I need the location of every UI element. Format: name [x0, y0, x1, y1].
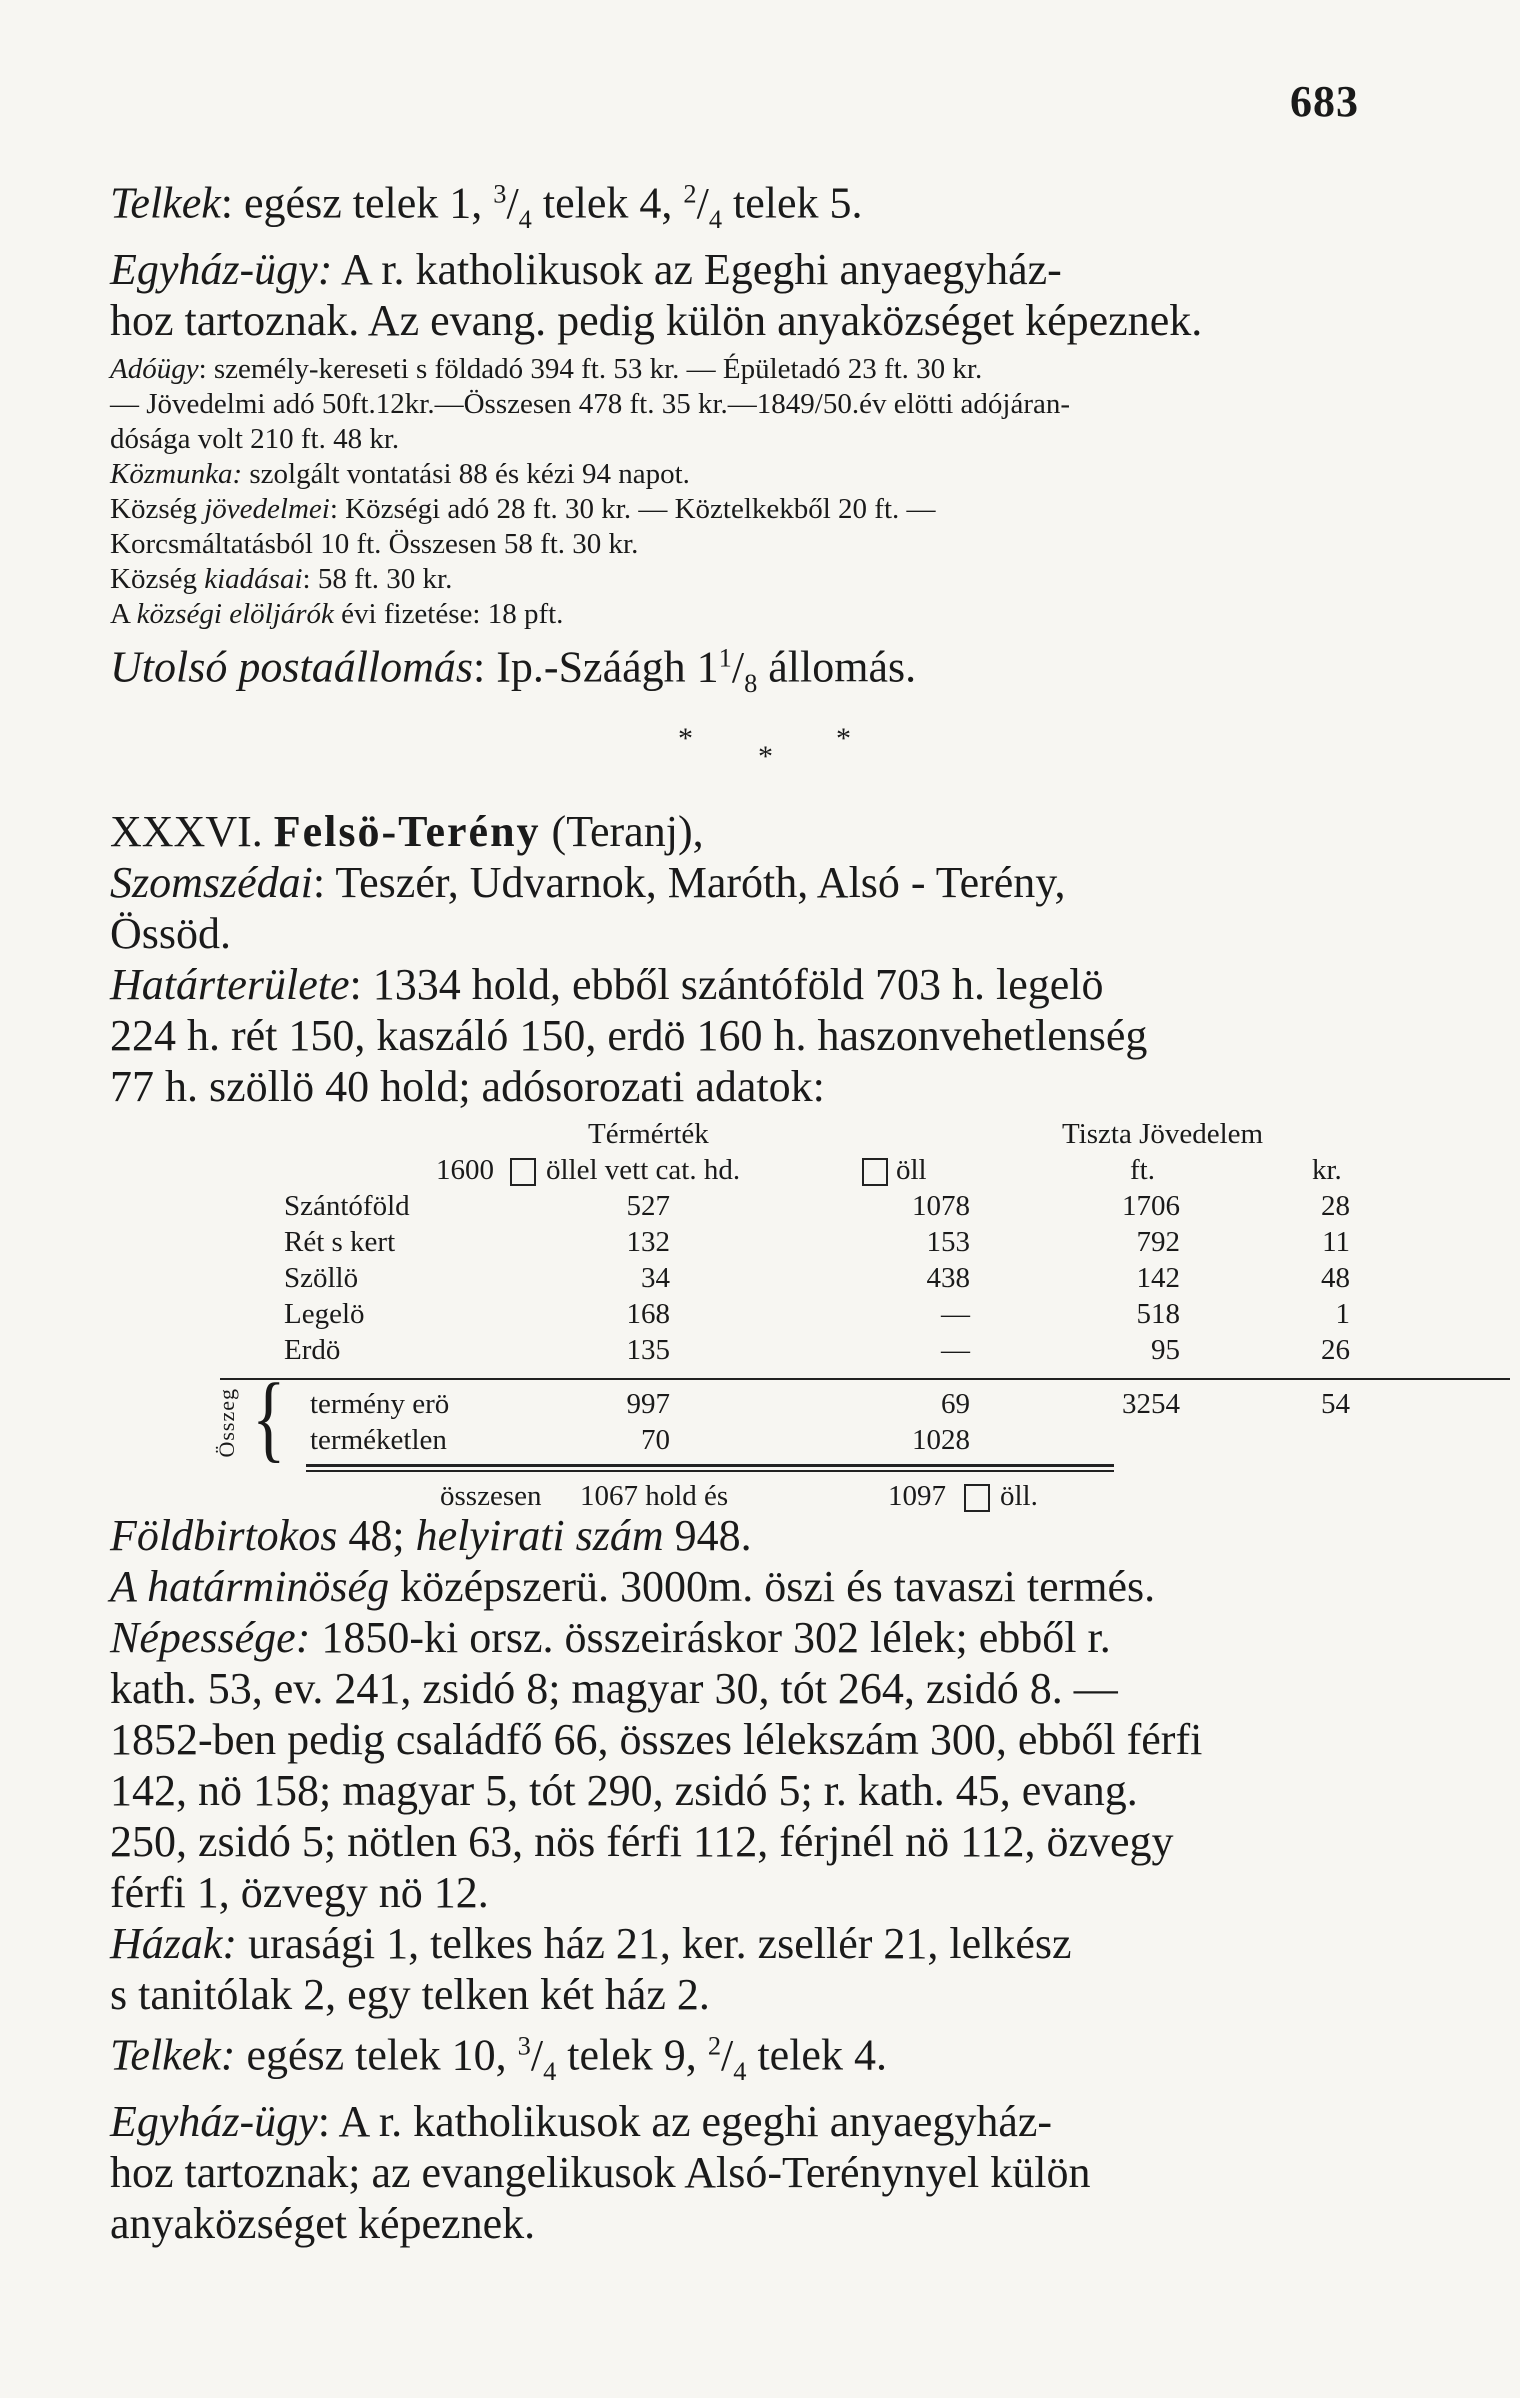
frac-den: 4 — [518, 203, 532, 234]
row-name: Legelö — [284, 1298, 365, 1330]
row-hd: 168 — [626, 1298, 670, 1330]
label-szomszedai: Szomszédai — [110, 858, 313, 907]
nepesseg-text: 1850-ki orsz. összeiráskor 302 lélek; ebből r. — [310, 1613, 1111, 1662]
kozmunka-line — [110, 457, 1400, 492]
row-hd: 527 — [626, 1190, 670, 1222]
foldbirtokos-text: 48; — [337, 1511, 416, 1560]
fraction: $^3/_4$ — [493, 178, 532, 234]
foldbirtokos-line — [110, 1510, 1400, 1561]
label-kiadasai: kiadásai — [204, 563, 303, 596]
telkek-end: telek 4. — [746, 2030, 887, 2080]
text-line: hoz tartoznak; az evangelikusok Alsó-Terénynyel külön — [110, 2148, 1091, 2198]
square-symbol — [858, 1154, 892, 1187]
header-ft: ft. — [1130, 1154, 1155, 1186]
row-oll: 438 — [926, 1262, 970, 1294]
hatarterulet-line — [110, 959, 1400, 1010]
sum-kr: 54 — [1321, 1388, 1350, 1420]
egyhaz-text: A r. katholikusok az Egeghi anyaegyház- — [332, 245, 1062, 295]
adougy-line — [110, 352, 1400, 387]
table-row — [110, 1262, 1400, 1298]
nepesseg-line — [110, 1612, 1400, 1663]
text-line: 1852-ben pedig családfő 66, összes lélekszám 300, ebből férfi — [110, 1715, 1203, 1764]
bottom-section — [110, 1510, 1400, 2249]
sum-name: terméketlen — [310, 1424, 447, 1456]
label-hatarminoseg: A határminöség — [110, 1562, 390, 1611]
text-line: férfi 1, özvegy nö 12. — [110, 1868, 489, 1917]
jovedelmei-text: : Községi adó 28 ft. 30 kr. — Köztelkekből 20 ft. — — [329, 493, 936, 526]
telkek-text: egész telek 10, — [235, 2030, 518, 2080]
text-span: Község — [110, 493, 205, 526]
sum-oll: 1028 — [912, 1424, 970, 1456]
frac-num: 3 — [493, 178, 507, 208]
header-tiszta-jovedelem: Tiszta Jövedelem — [1062, 1118, 1264, 1150]
label-eloljarok: községi elöljárók — [136, 598, 334, 631]
fraction: $^2/_4$ — [683, 178, 723, 234]
total-rule — [306, 1470, 1114, 1472]
frac-den: 4 — [708, 203, 723, 234]
square-symbol — [960, 1480, 994, 1513]
text-line: kath. 53, ev. 241, zsidó 8; magyar 30, tót 264, zsidó 8. — — [110, 1664, 1118, 1713]
row-kr: 1 — [1335, 1298, 1350, 1330]
sum-row — [110, 1388, 1400, 1424]
telkek-end: telek 5. — [722, 178, 863, 228]
fraction: $^1/_8$ — [718, 642, 758, 698]
text-line: 142, nö 158; magyar 5, tót 290, zsidó 5; r. kath. 45, evang. — [110, 1766, 1138, 1815]
text-line: s tanitólak 2, egy telken két ház 2. — [110, 1970, 710, 2019]
frac-num: 3 — [517, 2030, 531, 2060]
label-kozmunka: Közmunka: — [110, 458, 243, 491]
jovedelmei-line — [110, 492, 1400, 527]
telkek-text: : egész telek 1, — [220, 178, 494, 228]
frac-den: 8 — [744, 667, 758, 698]
helyirati-text: 948. — [663, 1511, 752, 1560]
frac-num: 2 — [707, 2030, 722, 2060]
label-egyhaz: Egyház-ügy — [110, 2097, 318, 2147]
posta-text: : Ip.-Száágh 1 — [473, 643, 719, 693]
separator-star: * — [678, 722, 693, 755]
brace-symbol: { — [252, 1364, 286, 1473]
frac-num: 2 — [683, 178, 697, 208]
label-helyirati: helyirati szám — [415, 1511, 664, 1560]
text-line: 250, zsidó 5; nötlen 63, nös férfi 112, férjnél nö 112, özvegy — [110, 1817, 1174, 1866]
egyhaz-line — [110, 2096, 1400, 2147]
hazak-text: urasági 1, telkes ház 21, ker. zsellér 21, lelkész — [237, 1919, 1072, 1968]
sum-hd: 70 — [641, 1424, 670, 1456]
header-termertek: Térmérték — [588, 1118, 709, 1150]
label-hatarterulet: Határterülete — [110, 960, 350, 1009]
text-line: — Jövedelmi adó 50ft.12kr.—Összesen 478 ft. 35 kr.—1849/50.év elötti adójáran- — [110, 388, 1071, 421]
row-hd: 135 — [626, 1334, 670, 1366]
eloljarok-line — [110, 597, 1400, 632]
frac-den: 4 — [543, 2055, 557, 2086]
text-line: hoz tartoznak. Az evang. pedig külön anyaközséget képeznek. — [110, 296, 1203, 346]
row-oll: 1078 — [912, 1190, 970, 1222]
row-kr: 11 — [1322, 1226, 1350, 1258]
total-rule — [306, 1464, 1114, 1467]
row-name: Erdö — [284, 1334, 341, 1366]
row-kr: 26 — [1321, 1334, 1350, 1366]
header-oll: öll — [896, 1154, 927, 1186]
row-kr: 48 — [1321, 1262, 1350, 1294]
kozmunka-text: szolgált vontatási 88 és kézi 94 napot. — [242, 458, 690, 491]
text-line: 224 h. rét 150, kaszáló 150, erdö 160 h. haszonvehetlenség — [110, 1011, 1148, 1060]
frac-den: 4 — [733, 2055, 747, 2086]
label-posta: Utolsó postaállomás — [110, 643, 474, 693]
egyhaz-text: : A r. katholikusok az egeghi anyaegyház- — [317, 2097, 1053, 2147]
label-hazak: Házak: — [110, 1919, 238, 1968]
row-ft: 1706 — [1122, 1190, 1180, 1222]
text-line: anyaközséget képeznek. — [110, 2199, 536, 2249]
label-foldbirtokos: Földbirtokos — [110, 1511, 338, 1560]
square-symbol — [506, 1154, 540, 1187]
fraction: $^2/_4$ — [707, 2030, 747, 2086]
hatarminoseg-text: középszerü. 3000m. öszi és tavaszi termés. — [389, 1562, 1156, 1611]
telkek-line — [110, 2020, 1400, 2096]
table-row — [110, 1298, 1400, 1334]
sum-name: termény erö — [310, 1388, 450, 1420]
total-oll: 1097 — [888, 1480, 946, 1512]
table-header-row-2 — [110, 1154, 1400, 1190]
header-ollel-vett: öllel vett cat. hd. — [546, 1154, 741, 1186]
row-oll: — — [941, 1334, 970, 1366]
hatarterulet-text: : 1334 hold, ebből szántóföld 703 h. legelö — [349, 960, 1104, 1009]
section-alt-name: (Teranj), — [540, 807, 704, 856]
szomszedai-text: : Teszér, Udvarnok, Maróth, Alsó - Terény, — [312, 858, 1066, 907]
frac-num: 1 — [718, 642, 732, 673]
label-telkek: Telkek — [110, 178, 221, 228]
section-xxxvi — [110, 806, 1400, 1112]
total-hold: 1067 hold és — [580, 1480, 729, 1512]
text-line: dósága volt 210 ft. 48 kr. — [110, 423, 400, 456]
kiadasai-line — [110, 562, 1400, 597]
sum-oll: 69 — [941, 1388, 970, 1420]
text-span: Község — [110, 563, 205, 596]
section-name: Felsö-Terény — [273, 807, 541, 856]
table-row — [110, 1334, 1400, 1370]
section-roman: XXXVI. — [110, 807, 274, 856]
label-jovedelmei: jövedelmei — [204, 493, 330, 526]
eloljarok-text: évi fizetése: 18 pft. — [333, 598, 564, 631]
sum-hd: 997 — [626, 1388, 670, 1420]
total-label: összesen — [440, 1480, 542, 1512]
label-adougy: Adóügy — [110, 353, 199, 386]
row-name: Szántóföld — [284, 1190, 410, 1222]
text-line: 77 h. szöllö 40 hold; adósorozati adatok: — [110, 1062, 825, 1111]
header-1600: 1600 — [436, 1154, 494, 1186]
top-section — [110, 168, 1400, 709]
text-span: A — [110, 598, 137, 631]
sum-ft: 3254 — [1122, 1388, 1180, 1420]
egyhaz-line — [110, 244, 1400, 295]
table-header-row-1 — [110, 1118, 1400, 1154]
row-oll: — — [941, 1298, 970, 1330]
row-ft: 792 — [1136, 1226, 1180, 1258]
telkek-mid: telek 4, — [531, 178, 684, 228]
separator-star: * — [758, 740, 773, 773]
total-unit: öll. — [1000, 1480, 1038, 1512]
table-row — [110, 1190, 1400, 1226]
kiadasai-text: : 58 ft. 30 kr. — [302, 563, 453, 596]
label-egyhaz: Egyház-ügy: — [110, 245, 333, 295]
posta-end: állomás. — [757, 643, 917, 693]
telkek-mid: telek 9, — [556, 2030, 708, 2080]
side-label-osszeg: Összeg — [214, 1388, 239, 1458]
szomszedai-line — [110, 857, 1400, 908]
row-ft: 142 — [1136, 1262, 1180, 1294]
adougy-text: : személy-kereseti s földadó 394 ft. 53 kr. — Épületadó 23 ft. 30 kr. — [198, 353, 983, 386]
row-kr: 28 — [1321, 1190, 1350, 1222]
label-nepesseg: Népessége: — [110, 1613, 311, 1662]
sum-row — [110, 1424, 1400, 1460]
text-line: Össöd. — [110, 909, 232, 958]
row-ft: 95 — [1151, 1334, 1180, 1366]
separator-star: * — [836, 722, 851, 755]
section-heading — [110, 806, 1400, 857]
fraction: $^3/_4$ — [517, 2030, 557, 2086]
tax-table — [110, 1118, 1400, 1528]
row-hd: 34 — [641, 1262, 670, 1294]
hazak-line — [110, 1918, 1400, 1969]
posta-line — [110, 632, 1400, 708]
table-row — [110, 1226, 1400, 1262]
text-line: Korcsmáltatásból 10 ft. Összesen 58 ft. 30 kr. — [110, 528, 639, 561]
table-divider — [220, 1378, 1510, 1380]
label-telkek: Telkek: — [110, 2030, 236, 2080]
telkek-line — [110, 168, 1400, 244]
row-name: Rét s kert — [284, 1226, 396, 1258]
row-ft: 518 — [1136, 1298, 1180, 1330]
header-kr: kr. — [1312, 1154, 1342, 1186]
page-number: 683 — [1290, 77, 1359, 126]
row-hd: 132 — [626, 1226, 670, 1258]
row-name: Szöllö — [284, 1262, 359, 1294]
hatarminoseg-line — [110, 1561, 1400, 1612]
row-oll: 153 — [926, 1226, 970, 1258]
